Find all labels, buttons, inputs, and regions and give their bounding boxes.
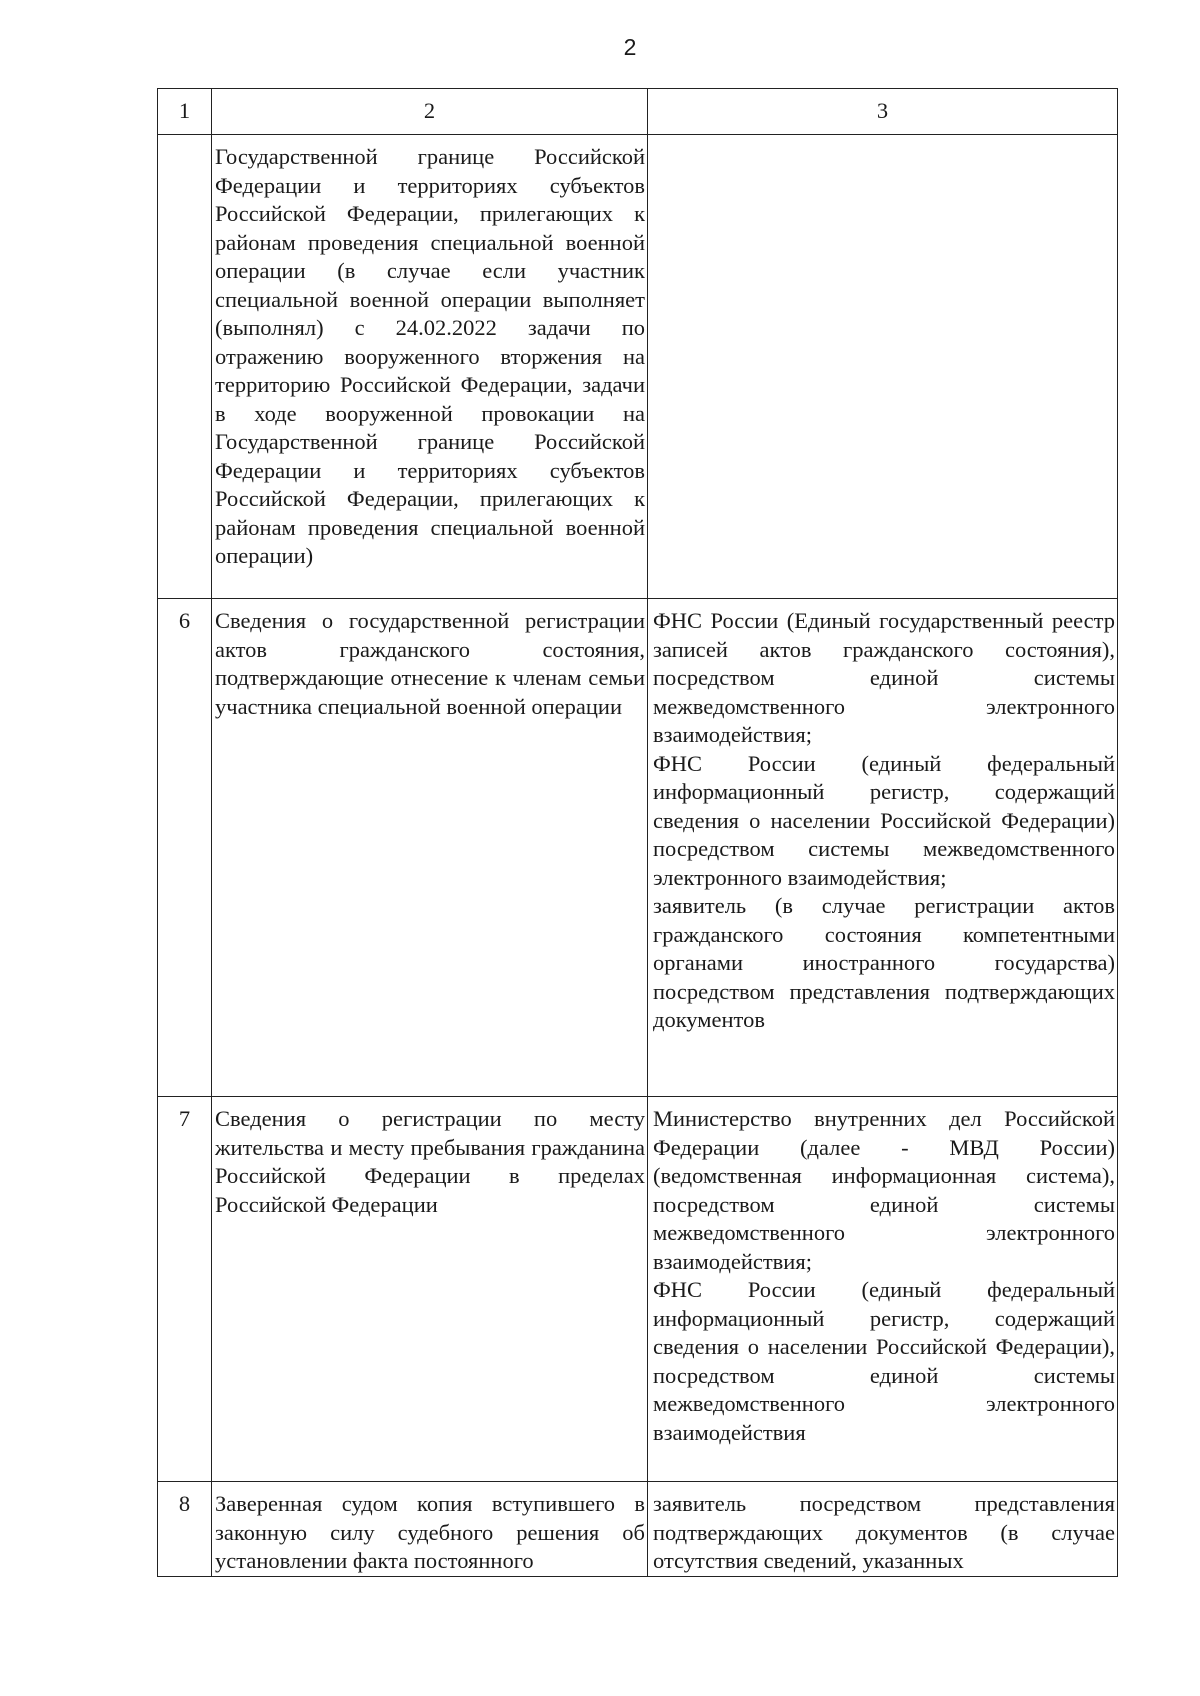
source-text: Министерство внутренних дел Российской Федерации (далее - МВД России) (ведомственная информационная система), посредством единой системы межведомственного электронного взаимодействия; [653, 1106, 1115, 1274]
info-cell [212, 135, 648, 599]
row-number: 6 [178, 608, 191, 633]
row-number-cell [158, 599, 212, 1097]
table-row [158, 1097, 1118, 1482]
info-cell [212, 599, 648, 1097]
source-cell [648, 1482, 1118, 1577]
source-text: ФНС России (единый федеральный информационный регистр, содержащий сведения о населении Российской Федерации), посредством единой системы межведомственного электронного взаимодействия [653, 1277, 1115, 1445]
row-number-cell [158, 135, 212, 599]
info-text: Государственной границе Российской Федерации и территориях субъектов Российской Федерации, прилегающих к районам проведения специальной военной операции (в случае если участник специальной военной операции выполняет (выполнял) с 24.02.2022 задачи по отражению вооруженного вторжения на территорию Российской Федерации, задачи в ходе вооруженной провокации на Государственной границе Российской Федерации и территориях субъектов Российской Федерации, прилегающих к районам проведения специальной военной операции) [215, 144, 645, 568]
row-number-cell [158, 1097, 212, 1482]
table-row [158, 135, 1118, 599]
row-number: 8 [178, 1491, 191, 1516]
row-number: 7 [178, 1106, 191, 1131]
row-number-cell [158, 1482, 212, 1577]
info-text: Заверенная судом копия вступившего в законную силу судебного решения об установлении факта постоянного [215, 1491, 645, 1573]
info-text: Сведения о регистрации по месту жительства и месту пребывания гражданина Российской Федерации в пределах Российской Федерации [215, 1106, 645, 1217]
row-number [158, 135, 211, 143]
table-row [158, 1482, 1118, 1577]
info-text: Сведения о государственной регистрации актов гражданского состояния, подтверждающие отнесение к членам семьи участника специальной военной операции [215, 608, 645, 719]
source-text: ФНС России (единый федеральный информационный регистр, содержащий сведения о населении Российской Федерации) посредством системы межведомственного электронного взаимодействия; [653, 750, 1115, 890]
header-col-2: 2 [212, 89, 648, 135]
header-col-1: 1 [158, 89, 212, 135]
page-number: 2 [623, 34, 637, 60]
source-cell [648, 1097, 1118, 1482]
document-table [157, 88, 1118, 1577]
source-cell [648, 135, 1118, 599]
table-header-row [158, 89, 1118, 135]
source-text: заявитель (в случае регистрации актов гражданского состояния компетентными органами иностранного государства) посредством представления подтверждающих документов [653, 893, 1115, 1032]
table-row [158, 599, 1118, 1097]
source-text: ФНС России (Единый государственный реестр записей актов гражданского состояния), посредством единой системы межведомственного электронного взаимодействия; [653, 608, 1115, 747]
header-col-3: 3 [648, 89, 1118, 135]
info-cell [212, 1482, 648, 1577]
info-cell [212, 1097, 648, 1482]
source-text: заявитель посредством представления подтверждающих документов (в случае отсутствия сведений, указанных [653, 1491, 1115, 1573]
source-cell [648, 599, 1118, 1097]
